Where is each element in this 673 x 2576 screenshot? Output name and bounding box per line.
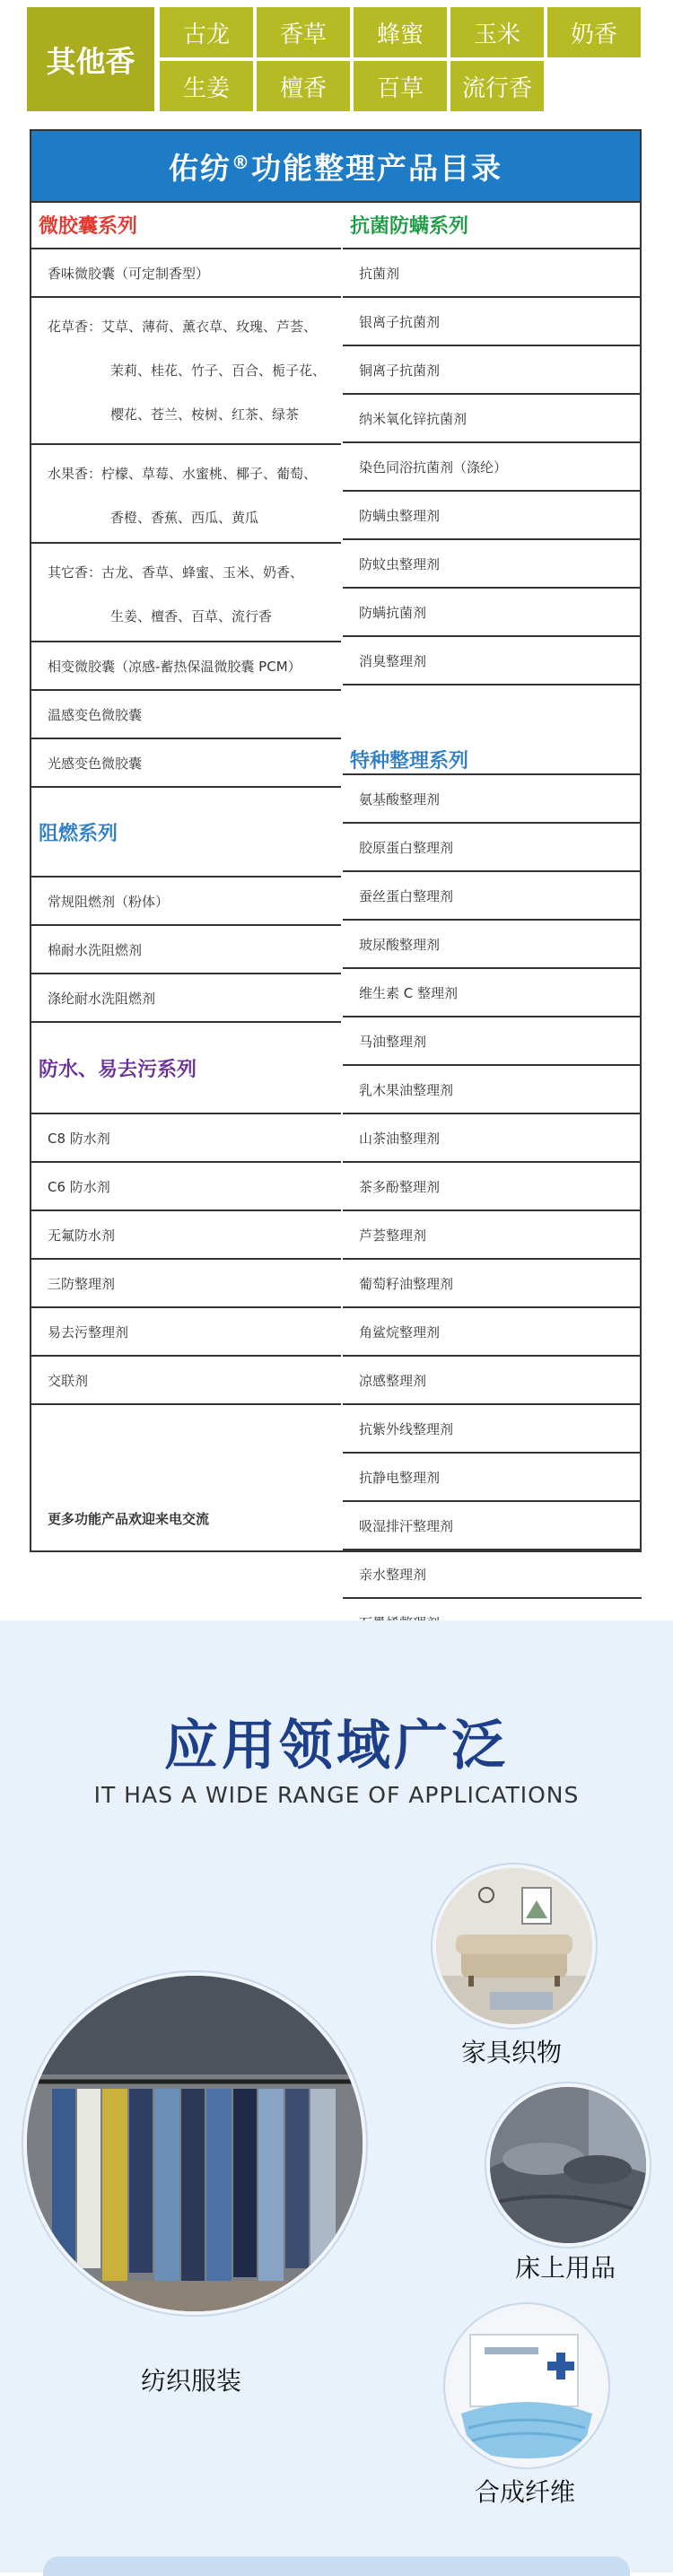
scent-tag: 古龙 [160,7,253,57]
catalog-item: 茶多酚整理剂 [343,1163,642,1211]
other-scents-label: 其他香 [27,7,154,111]
catalog-item: 维生素 C 整理剂 [343,969,642,1017]
catalog-item: 染色同浴抗菌剂（涤纶） [343,443,642,492]
catalog-brand: 佑纺 [169,150,232,186]
catalog-item: 抗紫外线整理剂 [343,1405,642,1454]
scent-tag: 蜂蜜 [354,7,447,57]
section-heading: 微胶囊系列 [31,201,341,249]
caption-synthetic-fiber: 合成纤维 [474,2477,575,2507]
catalog-item-line: 花草香：艾草、薄荷、薰衣草、玫瑰、芦荟、 [48,319,318,335]
catalog-item: 棉耐水洗阻燃剂 [31,926,341,974]
catalog-multiline-item [31,298,341,445]
catalog-item: 防螨抗菌剂 [343,589,642,637]
section-heading: 阻燃系列 [31,788,341,878]
catalog-item-line: 水果香：柠檬、草莓、水蜜桃、椰子、葡萄、 [48,466,318,482]
product-catalog-table [30,129,642,1583]
catalog-item: 抗菌剂 [343,249,642,298]
applications-subtitle: IT HAS A WIDE RANGE OF APPLICATIONS [93,1782,580,1808]
scent-tag: 檀香 [257,61,350,111]
catalog-item: 防螨虫整理剂 [343,492,642,540]
catalog-item: 涤纶耐水洗阻燃剂 [31,974,341,1023]
catalog-item-line: 香橙、香蕉、西瓜、黄瓜 [110,510,259,526]
applications-section [0,1620,673,2572]
section-heading: 特种整理系列 [343,685,642,775]
catalog-item: 三防整理剂 [31,1260,341,1308]
catalog-item: 乳木果油整理剂 [343,1066,642,1114]
caption-furniture: 家具织物 [460,2038,562,2067]
caption-bedding: 床上用品 [514,2253,616,2283]
catalog-item: 相变微胶囊（凉感-蓄热保温微胶囊 PCM） [31,642,341,691]
catalog-item: 温感变色微胶囊 [31,691,341,739]
sofa-room-photo [433,1864,596,2028]
scent-tag: 百草 [354,61,447,111]
mask-fiber-photo [445,2304,608,2467]
catalog-title [31,131,640,203]
catalog-item-line: 其它香：古龙、香草、蜂蜜、玉米、奶香、 [48,564,304,581]
catalog-item-line: 生姜、檀香、百草、流行香 [110,608,273,624]
catalog-item: 消臭整理剂 [343,637,642,685]
registered-mark: ® [232,152,251,173]
other-scents-panel [0,0,673,118]
scent-tag: 玉米 [450,7,544,57]
scent-tag: 流行香 [450,61,544,111]
catalog-multiline-item [31,544,341,642]
catalog-item: 氨基酸整理剂 [343,775,642,824]
catalog-item: 无氟防水剂 [31,1211,341,1260]
catalog-item: 玻尿酸整理剂 [343,921,642,969]
section-heading: 防水、易去污系列 [31,1023,341,1114]
catalog-item: 防蚊虫整理剂 [343,540,642,589]
catalog-item: 吸湿排汗整理剂 [343,1502,642,1550]
bottom-card-edge [43,2556,630,2576]
catalog-item: 亲水整理剂 [343,1550,642,1599]
catalog-item: C6 防水剂 [31,1163,341,1211]
scent-tag: 香草 [257,7,350,57]
catalog-item: 角鲨烷整理剂 [343,1308,642,1357]
catalog-item: 常规阻燃剂（粉体） [31,878,341,926]
clothing-rack-photo [23,1972,366,2315]
section-heading: 抗菌防螨系列 [343,201,642,249]
catalog-item: 易去污整理剂 [31,1308,341,1357]
more-products-note: 更多功能产品欢迎来电交流 [31,1405,341,1633]
catalog-item: C8 防水剂 [31,1114,341,1163]
catalog-item: 纳米氧化锌抗菌剂 [343,395,642,443]
scent-grid [160,7,644,111]
catalog-item: 香味微胶囊（可定制香型） [31,249,341,298]
catalog-item: 胶原蛋白整理剂 [343,824,642,872]
catalog-item: 交联剂 [31,1357,341,1405]
catalog-item: 光感变色微胶囊 [31,739,341,788]
scent-tag: 生姜 [160,61,253,111]
applications-title: 应用领域广泛 [164,1715,509,1777]
catalog-item: 芦荟整理剂 [343,1211,642,1260]
catalog-item: 铜离子抗菌剂 [343,346,642,395]
caption-textile-clothing: 纺织服装 [140,2366,241,2396]
catalog-item: 蚕丝蛋白整理剂 [343,872,642,921]
catalog-item: 葡萄籽油整理剂 [343,1260,642,1308]
catalog-item: 抗静电整理剂 [343,1454,642,1502]
catalog-item: 山茶油整理剂 [343,1114,642,1163]
catalog-item: 马油整理剂 [343,1017,642,1066]
catalog-multiline-item [31,445,341,544]
catalog-title-text: 功能整理产品目录 [251,150,503,186]
scent-tag: 奶香 [547,7,641,57]
catalog-item: 凉感整理剂 [343,1357,642,1405]
catalog-item: 银离子抗菌剂 [343,298,642,346]
catalog-item-line: 樱花、苍兰、桉树、红茶、绿茶 [110,406,300,423]
bedding-photo [486,2083,650,2247]
catalog-item-line: 茉莉、桂花、竹子、百合、栀子花、 [110,362,327,379]
